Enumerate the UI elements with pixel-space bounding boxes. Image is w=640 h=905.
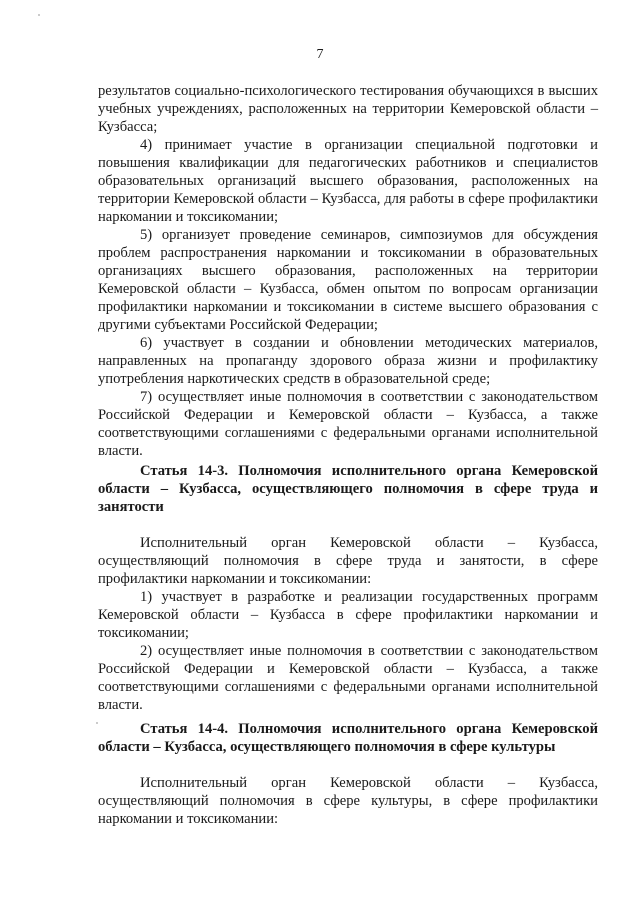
article-heading: Статья 14-4. Полномочия исполнительного органа Кемеровской области – Кузбасса, осуществляющего полномочия в сфере культуры — [98, 721, 598, 755]
paragraph: результатов социально-психологического тестирования обучающихся в высших учебных учреждениях, расположенных на территории Кемеровской области – Кузбасса; — [98, 83, 598, 135]
paragraph: 6) участвует в создании и обновлении методических материалов, направленных на пропаганду здорового образа жизни и профилактику употребления наркотических средств в образовательной среде; — [98, 335, 598, 387]
article-14-4 — [98, 720, 598, 828]
scan-speck — [38, 14, 40, 16]
page-number: 7 — [316, 47, 324, 62]
paragraph: 1) участвует в разработке и реализации государственных программ Кемеровской области – Кузбасса в сфере профилактики наркомании и токсикомании; — [98, 589, 598, 641]
paragraph: 2) осуществляет иные полномочия в соответствии с законодательством Российской Федерации и Кемеровской области – Кузбасса, а также соответствующими соглашениями с федеральными органами исполнительной власти. — [98, 643, 598, 713]
powers-list-continued — [98, 82, 598, 460]
article-14-3 — [98, 462, 598, 714]
paragraph: 7) осуществляет иные полномочия в соответствии с законодательством Российской Федерации и Кемеровской области – Кузбасса, а также соответствующими соглашениями с федеральными органами исполнительной власти. — [98, 389, 598, 459]
paragraph: 5) организует проведение семинаров, симпозиумов для обсуждения проблем распространения наркомании и токсикомании в образовательных организациях высшего образования, расположенных на территории Кемеровской области – Кузбасса, обмен опытом по вопросам организации профилактики наркомании и токсикомании в системе высшего образования с другими субъектами Российской Федерации; — [98, 227, 598, 333]
paragraph: Исполнительный орган Кемеровской области – Кузбасса, осуществляющий полномочия в сфере культуры, в сфере профилактики наркомании и токсикомании: — [98, 775, 598, 827]
article-heading: Статья 14-3. Полномочия исполнительного органа Кемеровской области – Кузбасса, осуществляющего полномочия в сфере труда и занятости — [98, 463, 598, 515]
paragraph: Исполнительный орган Кемеровской области – Кузбасса, осуществляющий полномочия в сфере труда и занятости, в сфере профилактики наркомании и токсикомании: — [98, 535, 598, 587]
paragraph: 4) принимает участие в организации специальной подготовки и повышения квалификации для педагогических работников и специалистов образовательных организаций высшего образования, расположенных на территории Кемеровской области – Кузбасса, для работы в сфере профилактики наркомании и токсикомании; — [98, 137, 598, 225]
